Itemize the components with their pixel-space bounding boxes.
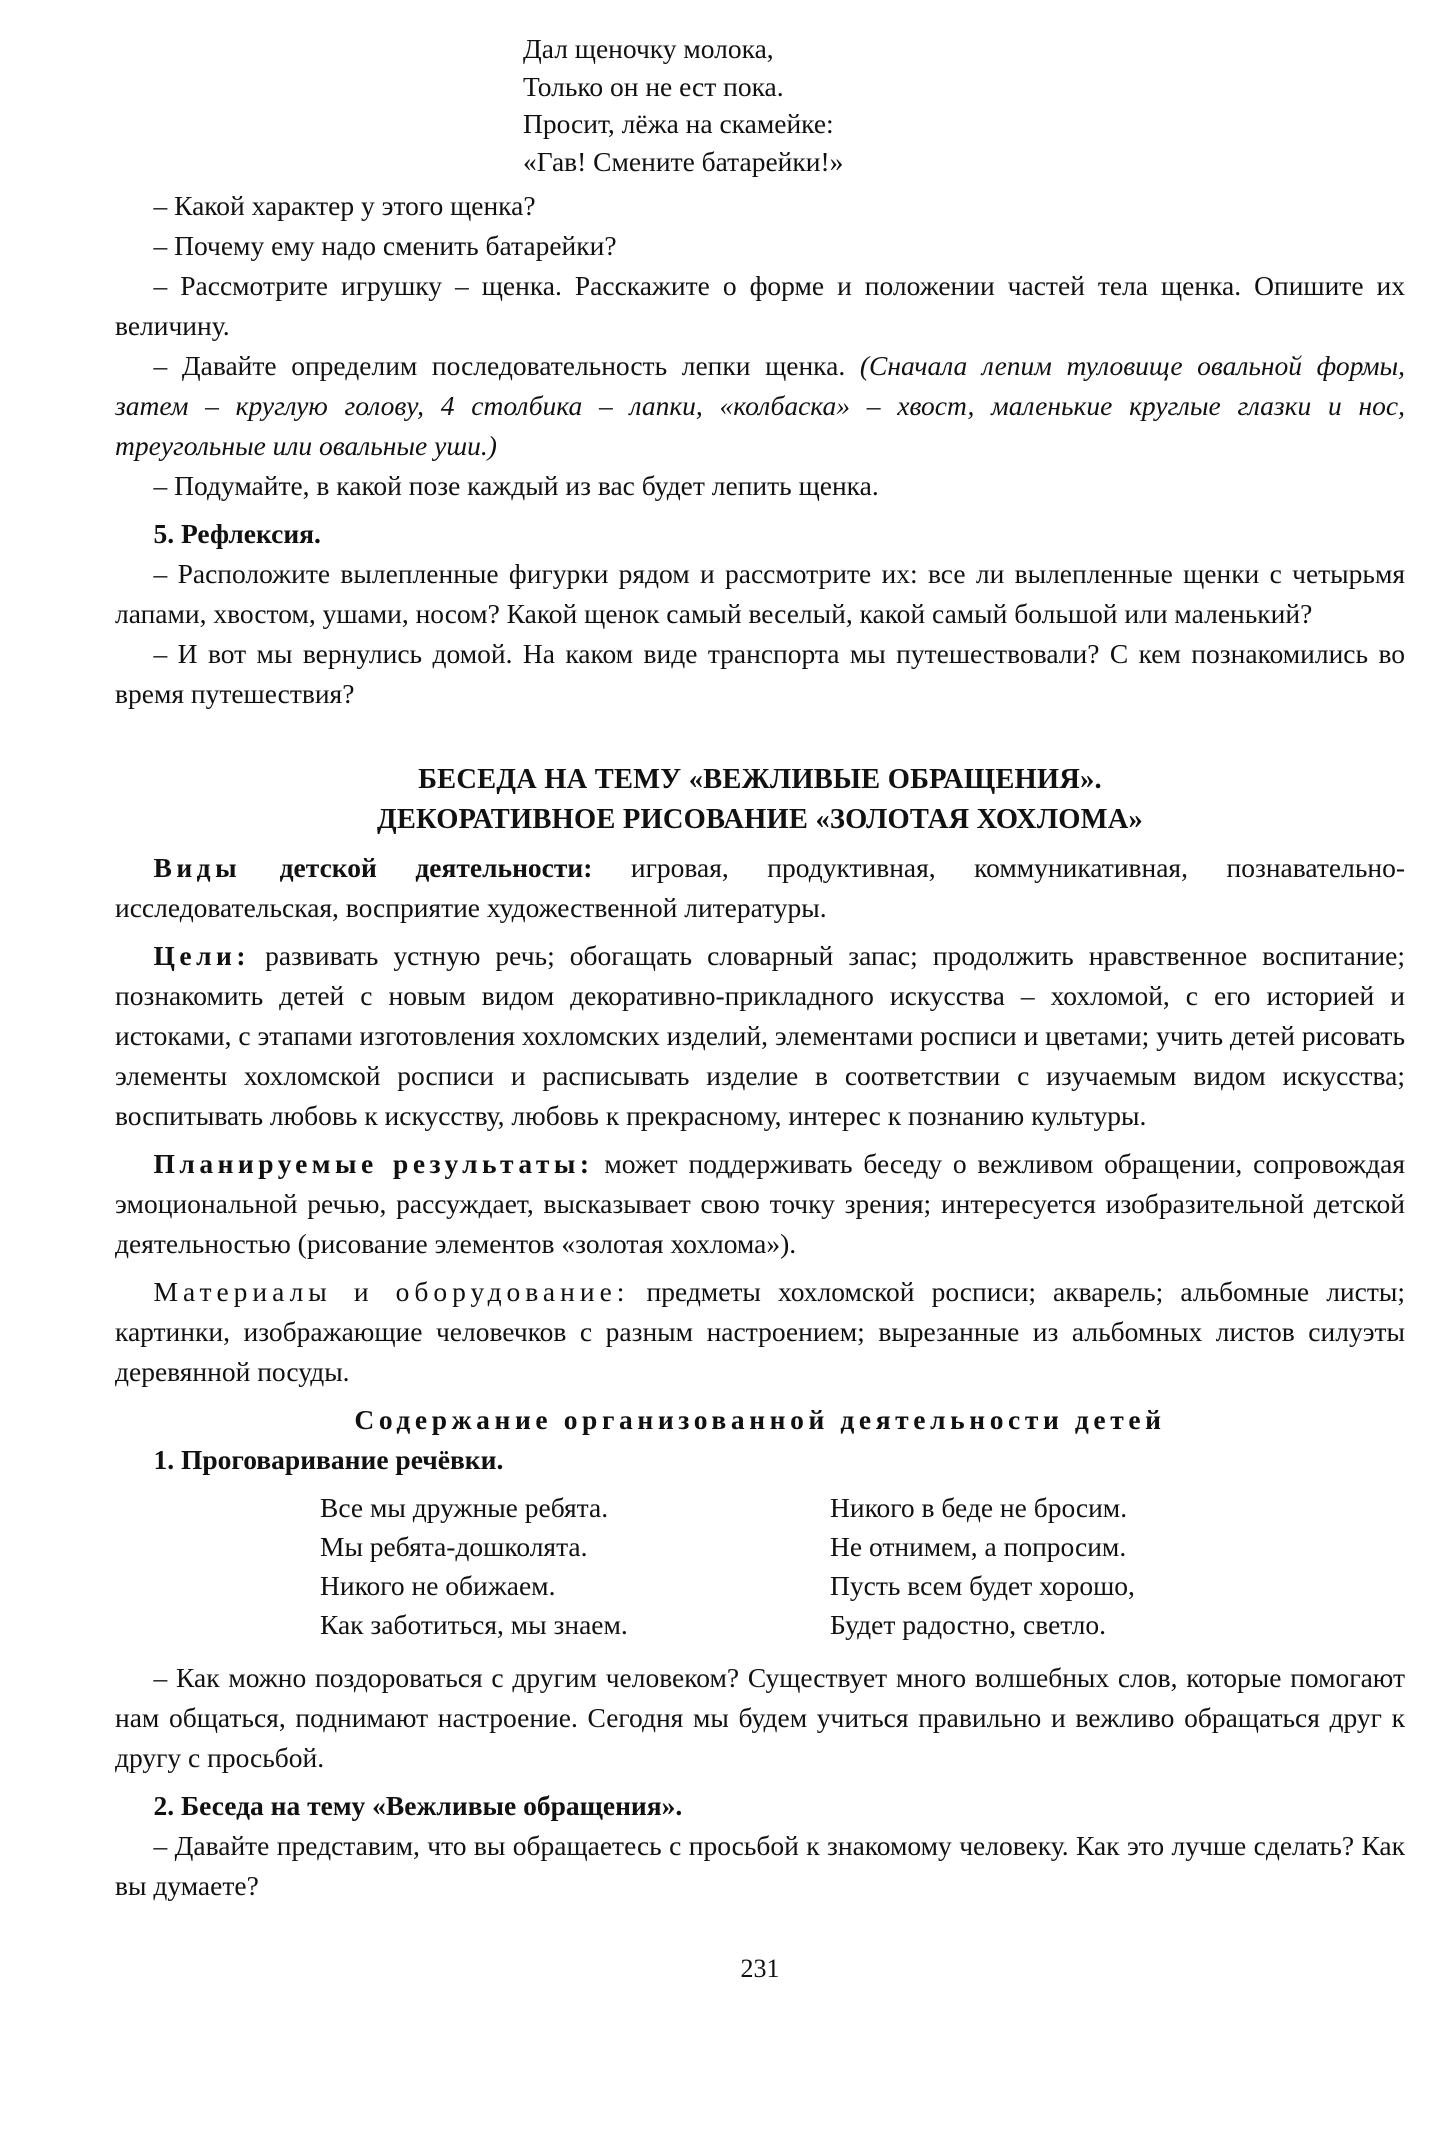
chant: [320, 1488, 1405, 1644]
content-title: Содержание организованной деятельности детей: [354, 1404, 1166, 1435]
poem-line: Просит, лёжа на скамейке:: [523, 108, 834, 139]
chant-line: Как заботиться, мы знаем.: [320, 1609, 628, 1640]
activities-label-spaced: Виды: [153, 852, 242, 883]
step1-text: – Как можно поздороваться с другим человеком? Существует много волшебных слов, которые помогают нам общаться, поднимают настроение. Сегодня мы будем учиться правильно и вежливо обращаться друг к другу с просьбой.: [115, 1662, 1405, 1773]
activities-label: детской деятельности:: [241, 852, 593, 883]
chant-line: Не отнимем, а попросим.: [830, 1531, 1127, 1562]
activities-paragraph: [115, 848, 1405, 928]
question-character: – Какой характер у этого щенка?: [153, 190, 536, 221]
document-page: [115, 30, 1405, 1983]
chant-line: Мы ребята-дошколята.: [320, 1531, 588, 1562]
chant-line: Никого в беде не бросим.: [830, 1492, 1128, 1523]
lesson-title-line2: ДЕКОРАТИВНОЕ РИСОВАНИЕ «ЗОЛОТАЯ ХОХЛОМА»: [377, 804, 1143, 835]
chant-line: Все мы дружные ребята.: [320, 1492, 609, 1523]
reflection-heading: 5. Рефлексия.: [153, 518, 321, 549]
goals-text: развивать устную речь; обогащать словарный запас; продолжить нравственное воспитание; познакомить детей с новым видом декоративно-прикладного искусства – хохломой, с его историей и истоками, с этапами изготовления хохломских изделий, элементами росписи и цветами; учить детей рисовать элементы хохломской росписи и расписывать изделие в соответствии с изучаемым видом искусства; воспитывать любовь к искусству, любовь к прекрасному, интерес к познанию культуры.: [115, 940, 1405, 1131]
step1-heading: 1. Проговаривание речёвки.: [153, 1444, 504, 1475]
materials-paragraph: [115, 1272, 1405, 1392]
question-sequence-note: (Сначала лепим туловище овальной формы, затем – круглую голову, 4 столбика – лапки, «колбаска» – хвост, маленькие круглые глазки и нос, треугольные или овальные уши.): [115, 350, 1405, 461]
step2-heading: 2. Беседа на тему «Вежливые обращения».: [153, 1790, 683, 1821]
activities-text: игровая, продуктивная, коммуникативная, познавательно-исследовательская, восприятие художественной литературы.: [115, 852, 1405, 923]
results-label: Планируемые результаты:: [153, 1148, 594, 1179]
chant-line: Будет радостно, светло.: [830, 1609, 1106, 1640]
question-batteries: – Почему ему надо сменить батарейки?: [153, 230, 617, 261]
reflection-paragraph: – Расположите вылепленные фигурки рядом и рассмотрите их: все ли вылепленные щенки с четырьмя лапами, хвостом, ушами, носом? Какой щенок самый веселый, какой самый большой или маленький?: [115, 558, 1405, 629]
reflection-paragraph: – И вот мы вернулись домой. На каком виде транспорта мы путешествовали? С кем познакомились во время путешествия?: [115, 638, 1405, 709]
chant-line: Пусть всем будет хорошо,: [830, 1570, 1135, 1601]
page-number: 231: [740, 1954, 780, 1983]
poem-line: «Гав! Смените батарейки!»: [523, 145, 844, 177]
step2-text: – Давайте представим, что вы обращаетесь с просьбой к знакомому человеку. Как это лучше сделать? Как вы думаете?: [115, 1830, 1405, 1901]
question-examine: – Рассмотрите игрушку – щенка. Расскажите о форме и положении частей тела щенка. Опишите их величину.: [115, 270, 1405, 341]
goals-label: Цели:: [153, 940, 251, 971]
poem-line: Дал щеночку молока,: [523, 33, 774, 64]
lesson-title-line1: БЕСЕДА НА ТЕМУ «ВЕЖЛИВЫЕ ОБРАЩЕНИЯ».: [418, 764, 1102, 795]
question-pose: – Подумайте, в какой позе каждый из вас будет лепить щенка.: [153, 470, 879, 501]
chant-right-column: [830, 1488, 1340, 1644]
materials-text: предметы хохломской росписи; акварель; альбомные листы; картинки, изображающие человечков с разным настроением; вырезанные из альбомных листов силуэты деревянной посуды.: [115, 1276, 1405, 1387]
results-paragraph: [115, 1144, 1405, 1264]
question-sequence-text: – Давайте определим последовательность лепки щенка.: [153, 350, 860, 381]
chant-left-column: [320, 1488, 830, 1644]
chant-line: Никого не обижаем.: [320, 1570, 556, 1601]
poem-line: Только он не ест пока.: [523, 70, 784, 102]
materials-label: Материалы и оборудование:: [153, 1276, 630, 1307]
question-sequence: [115, 346, 1405, 466]
results-text: может поддерживать беседу о вежливом обращении, сопровождая эмоциональной речью, рассуждает, высказывает свою точку зрения; интересуется изобразительной детской деятельностью (рисование элементов «золотая хохлома»).: [115, 1148, 1405, 1259]
goals-paragraph: [115, 936, 1405, 1136]
poem-top: [523, 30, 1405, 180]
